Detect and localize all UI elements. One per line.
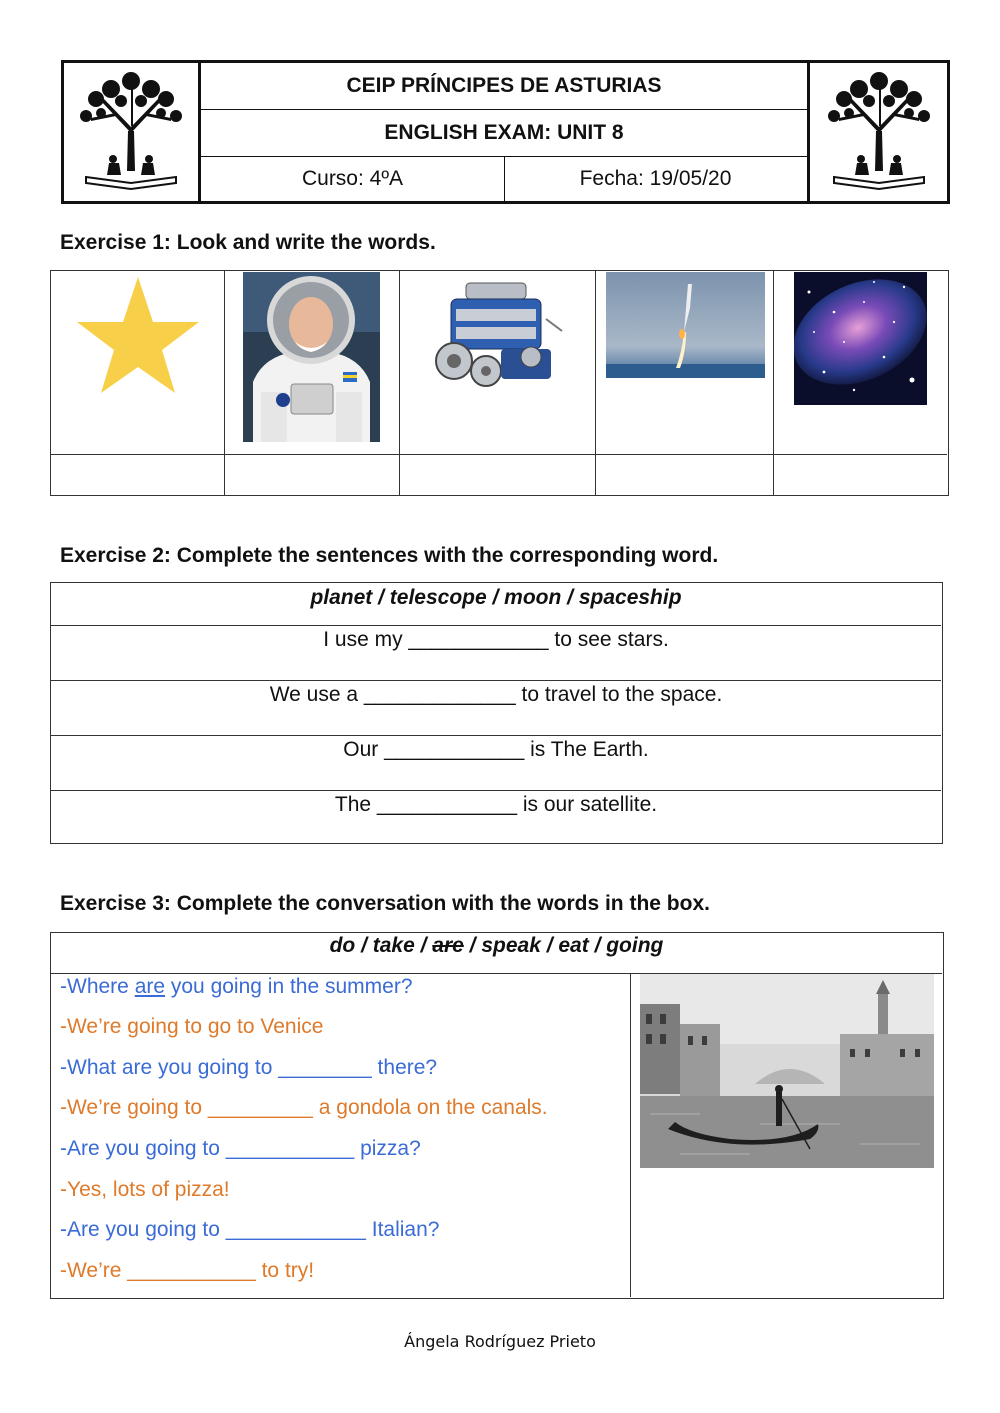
conversation-line-2: -We’re going to go to Venice bbox=[60, 1015, 324, 1038]
exercise3-word-bank bbox=[51, 933, 942, 974]
date-label: Fecha: 19/05/20 bbox=[579, 167, 732, 190]
exercise2-word-bank: planet / telescope / moon / spaceship bbox=[310, 586, 682, 609]
tree-reading-logo-icon bbox=[71, 71, 191, 193]
venice-gondola-image bbox=[640, 974, 934, 1168]
school-logo-left bbox=[64, 63, 201, 201]
rocket-image bbox=[606, 272, 765, 378]
answer-cell-4[interactable] bbox=[596, 455, 773, 495]
sentence-1[interactable]: I use my ____________ to see stars. bbox=[51, 625, 941, 681]
word-bank-before: do / take / bbox=[329, 934, 433, 957]
tree-reading-logo-icon bbox=[819, 71, 939, 193]
exercise3-table bbox=[50, 932, 944, 1299]
exercise3-title: Exercise 3: Complete the conversation with the words in the box. bbox=[60, 892, 710, 915]
sentence-4[interactable]: The ____________ is our satellite. bbox=[51, 790, 941, 843]
galaxy-image bbox=[794, 272, 927, 405]
exam-title: ENGLISH EXAM: UNIT 8 bbox=[384, 121, 624, 144]
answer-cell-1[interactable] bbox=[51, 455, 224, 495]
conversation-line-7[interactable]: -Are you going to ____________ Italian? bbox=[60, 1218, 440, 1241]
answer-cell-2[interactable] bbox=[225, 455, 399, 495]
conversation-line-3[interactable]: -What are you going to ________ there? bbox=[60, 1056, 438, 1079]
sentence-3[interactable]: Our ____________ is The Earth. bbox=[51, 735, 941, 791]
exercise2-table bbox=[50, 582, 943, 844]
header-text-block bbox=[201, 63, 807, 201]
course-label: Curso: 4ºA bbox=[301, 167, 404, 190]
engine-image bbox=[426, 279, 566, 397]
line-1-post: you going in the summer? bbox=[165, 975, 413, 998]
sentence-2[interactable]: We use a _____________ to travel to the space. bbox=[51, 680, 941, 736]
conversation-line-1 bbox=[60, 975, 413, 999]
exercise1-title: Exercise 1: Look and write the words. bbox=[60, 231, 436, 254]
line-1-pre: -Where bbox=[60, 975, 135, 998]
exam-header bbox=[61, 60, 950, 204]
conversation-line-6: -Yes, lots of pizza! bbox=[60, 1178, 230, 1201]
line-1-example: are bbox=[134, 975, 166, 998]
answer-cell-5[interactable] bbox=[774, 455, 947, 495]
answer-cell-3[interactable] bbox=[400, 455, 595, 495]
conversation-line-5[interactable]: -Are you going to ___________ pizza? bbox=[60, 1137, 421, 1160]
exercise1-table bbox=[50, 270, 949, 496]
conversation-line-8[interactable]: -We’re ___________ to try! bbox=[60, 1259, 315, 1282]
conversation-line-4[interactable]: -We’re going to _________ a gondola on the canals. bbox=[60, 1096, 548, 1119]
exercise2-title: Exercise 2: Complete the sentences with the corresponding word. bbox=[60, 544, 719, 567]
author-footer: Ángela Rodríguez Prieto bbox=[404, 1332, 596, 1351]
astronaut-image bbox=[243, 272, 380, 442]
star-icon bbox=[75, 275, 201, 395]
school-logo-right bbox=[807, 63, 947, 201]
school-name: CEIP PRÍNCIPES DE ASTURIAS bbox=[346, 74, 662, 97]
word-bank-after: / speak / eat / going bbox=[463, 934, 664, 957]
word-bank-crossed: are bbox=[432, 934, 464, 957]
